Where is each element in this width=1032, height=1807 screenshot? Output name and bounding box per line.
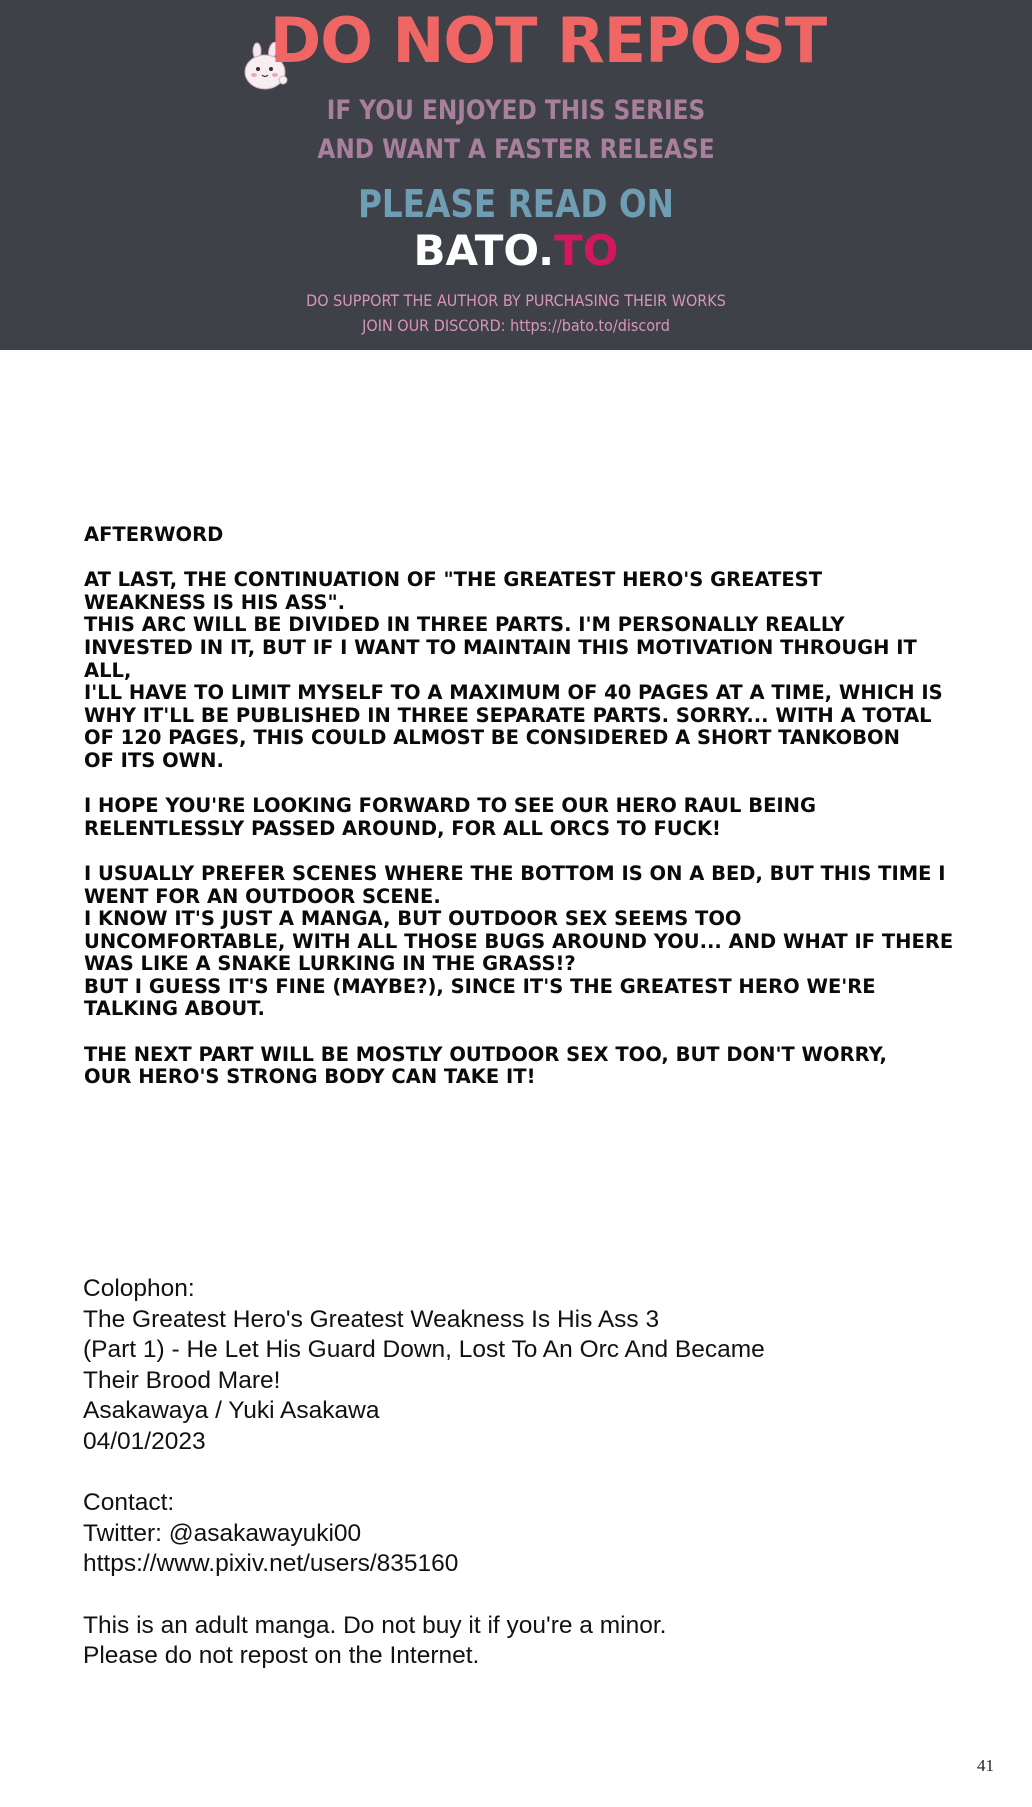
afterword-paragraph: AT LAST, THE CONTINUATION OF "THE GREATEST HERO'S GREATEST WEAKNESS IS HIS ASS". THIS ARC WILL BE DIVIDED IN THREE PARTS. I'M PERSONALLY REALLY INVESTED IN IT, BUT IF I WANT TO MAINTAIN THIS MOTIVATION THROUGH IT ALL, I'LL HAVE TO LIMIT MYSELF TO A MAXIMUM OF 40 PAGES AT A TIME, WHICH IS WHY IT'LL BE PUBLISHED IN THREE SEPARATE PARTS. SORRY... WITH A TOTAL OF 120 PAGES, THIS COULD ALMOST BE CONSIDERED A SHORT TANKOBON OF ITS OWN. [84, 568, 943, 772]
colophon-info: Colophon: The Greatest Hero's Greatest Weakness Is His Ass 3 (Part 1) - He Let His Guard Down, Lost To An Orc And Became Their Brood Mare! Asakawaya / Yuki Asakawa 04/01/2023 [83, 1275, 765, 1455]
adult-notice: This is an adult manga. Do not buy it if you're a minor. Please do not repost on the Internet. [83, 1611, 667, 1670]
banner-site-link[interactable] [0, 226, 1032, 275]
banner-title: DO NOT REPOST [269, 4, 827, 77]
afterword-paragraph: I HOPE YOU'RE LOOKING FORWARD TO SEE OUR HERO RAUL BEING RELENTLESSLY PASSED AROUND, FOR ALL ORCS TO FUCK! [84, 794, 816, 840]
banner-discord-link[interactable]: JOIN OUR DISCORD: https://bato.to/discord [362, 316, 670, 335]
banner-site-name: BATO. [413, 226, 555, 275]
banner-site-tld: TO [554, 226, 619, 275]
repost-warning-banner [0, 0, 1032, 350]
afterword-heading: AFTERWORD [84, 523, 224, 546]
banner-read-on: PLEASE READ ON [357, 182, 675, 226]
banner-support-text: DO SUPPORT THE AUTHOR BY PURCHASING THEIR WORKS [306, 291, 726, 310]
contact-info: Contact: Twitter: @asakawayuki00 https://www.pixiv.net/users/835160 [83, 1489, 459, 1578]
banner-subtitle-line1: IF YOU ENJOYED THIS SERIES [326, 95, 706, 126]
afterword-section [84, 524, 964, 1111]
page-number: 41 [977, 1756, 994, 1775]
colophon-section [83, 1274, 943, 1702]
afterword-paragraph: I USUALLY PREFER SCENES WHERE THE BOTTOM IS ON A BED, BUT THIS TIME I WENT FOR AN OUTDOOR SCENE. I KNOW IT'S JUST A MANGA, BUT OUTDOOR SEX SEEMS TOO UNCOMFORTABLE, WITH ALL THOSE BUGS AROUND YOU... AND WHAT IF THERE WAS LIKE A SNAKE LURKING IN THE GRASS!? BUT I GUESS IT'S FINE (MAYBE?), SINCE IT'S THE GREATEST HERO WE'RE TALKING ABOUT. [84, 861, 954, 1021]
banner-subtitle-line2: AND WANT A FASTER RELEASE [317, 134, 715, 165]
afterword-paragraph: THE NEXT PART WILL BE MOSTLY OUTDOOR SEX TOO, BUT DON'T WORRY, OUR HERO'S STRONG BODY CAN TAKE IT! [84, 1042, 887, 1089]
